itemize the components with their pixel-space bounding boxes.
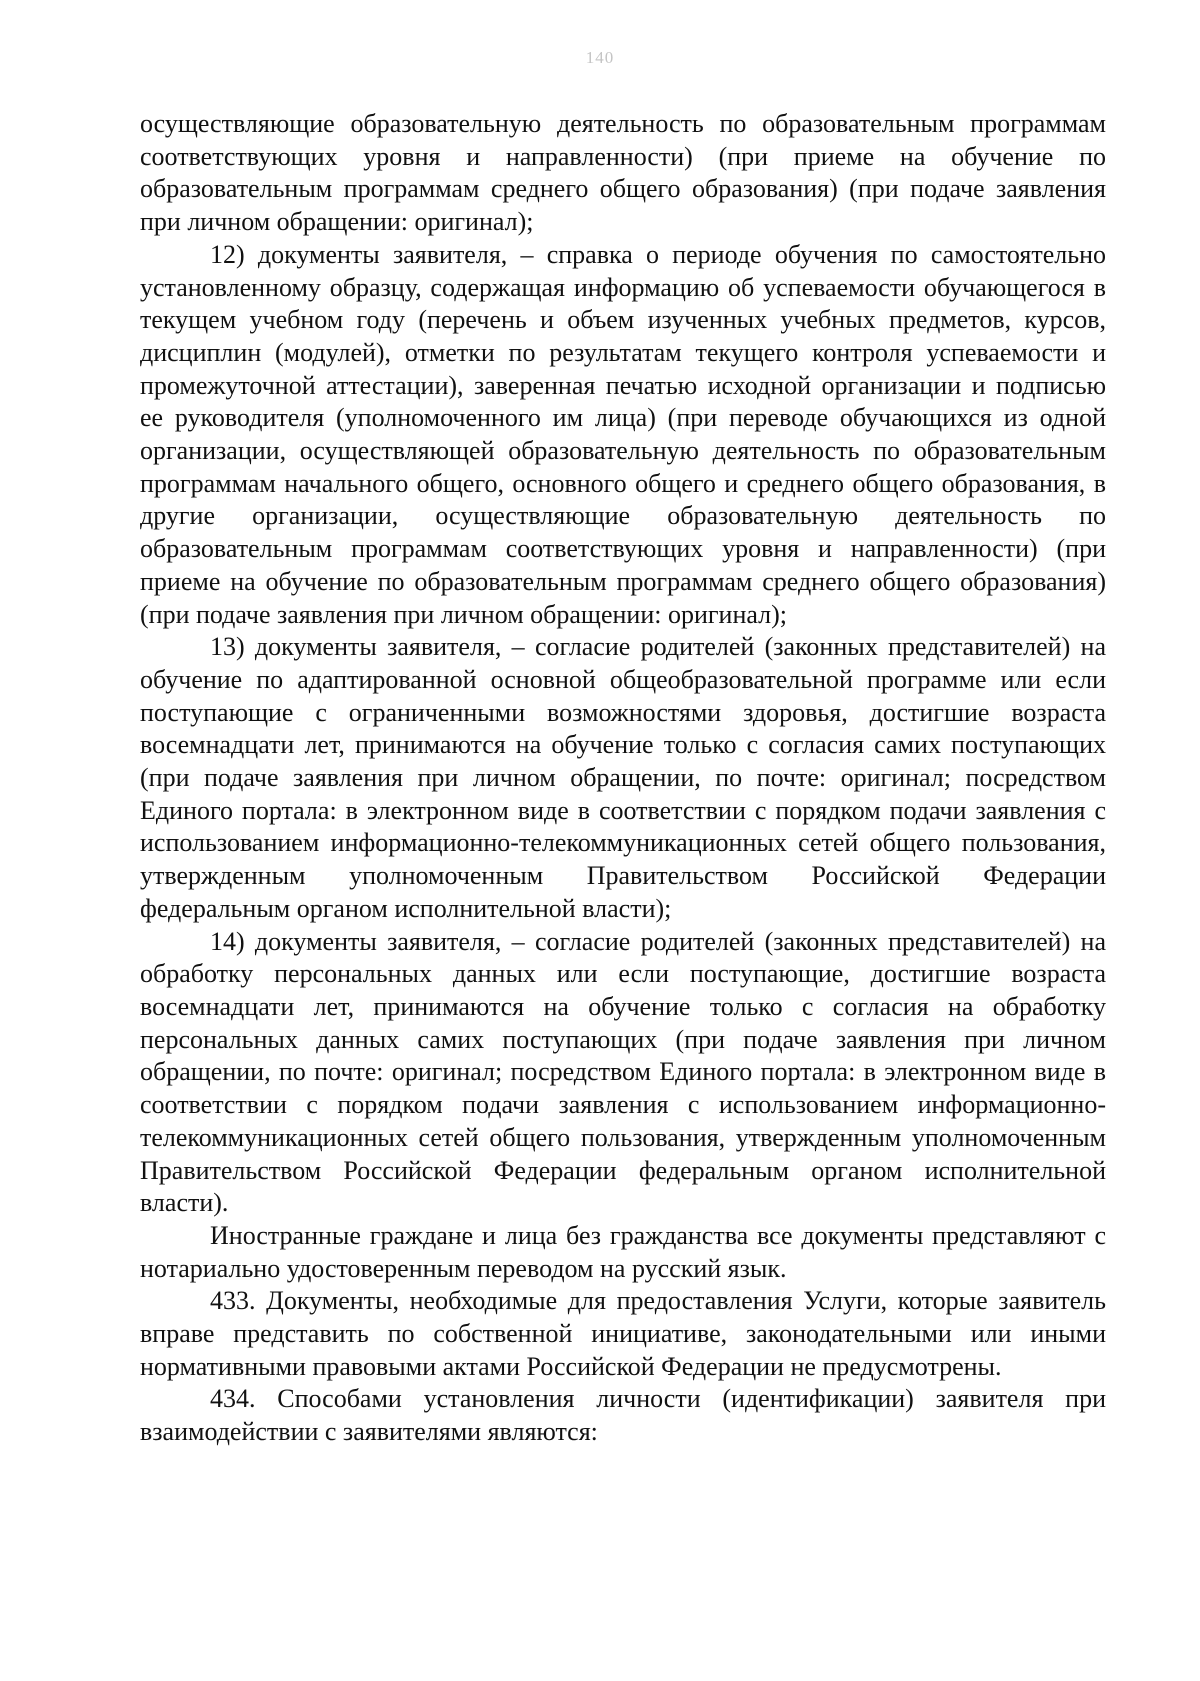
paragraph-item-12: 12) документы заявителя, – справка о периоде обучения по самостоятельно установленному образцу, содержащая информацию об успеваемости обучающегося в текущем учебном году (перечень и объем изученных учебных предметов, курсов, дисциплин (модулей), отметки по результатам текущего контроля успеваемости и промежуточной аттестации), заверенная печатью исходной организации и подписью ее руководителя (уполномоченного им лица) (при переводе обучающихся из одной организации, осуществляющей образовательную деятельность по образовательным программам начального общего, основного общего и среднего общего образования, в другие организации, осуществляющие образовательную деятельность по образовательным программам соответствующих уровня и направленности) (при приеме на обучение по образовательным программам среднего общего образования) (при подаче заявления при личном обращении: оригинал);: [140, 239, 1106, 629]
paragraph-433: 433. Документы, необходимые для предоставления Услуги, которые заявитель вправе представить по собственной инициативе, законодательными или иными нормативными правовыми актами Российской Федерации не предусмотрены.: [140, 1286, 1106, 1381]
paragraph-434: 434. Способами установления личности (идентификации) заявителя при взаимодействии с заявителями являются:: [140, 1384, 1106, 1447]
page-number: 140: [585, 48, 615, 67]
paragraph-item-13: 13) документы заявителя, – согласие родителей (законных представителей) на обучение по адаптированной основной общеобразовательной программе или если поступающие с ограниченными возможностями здоровья, достигшие возраста восемнадцати лет, принимаются на обучение только с согласия самих поступающих (при подаче заявления при личном обращении, по почте: оригинал; посредством Единого портала: в электронном виде в соответствии с порядком подачи заявления с использованием информационно-телекоммуникационных сетей общего пользования, утвержденным уполномоченным Правительством Российской Федерации федеральным органом исполнительной власти);: [140, 632, 1106, 923]
document-body: [140, 108, 1106, 1449]
paragraph-item-14: 14) документы заявителя, – согласие родителей (законных представителей) на обработку персональных данных или если поступающие, достигшие возраста восемнадцати лет, принимаются на обучение только с согласия на обработку персональных данных самих поступающих (при подаче заявления при личном обращении, по почте: оригинал; посредством Единого портала: в электронном виде в соответствии с порядком подачи заявления с использованием информационно-телекоммуникационных сетей общего пользования, утвержденным уполномоченным Правительством Российской Федерации федеральным органом исполнительной власти).: [140, 926, 1106, 1218]
paragraph-continuation: осуществляющие образовательную деятельность по образовательным программам соответствующих уровня и направленности) (при приеме на обучение по образовательным программам среднего общего образования) (при подаче заявления при личном обращении: оригинал);: [140, 109, 1106, 237]
paragraph-foreign-citizens: Иностранные граждане и лица без гражданства все документы представляют с нотариально удостоверенным переводом на русский язык.: [140, 1220, 1106, 1283]
